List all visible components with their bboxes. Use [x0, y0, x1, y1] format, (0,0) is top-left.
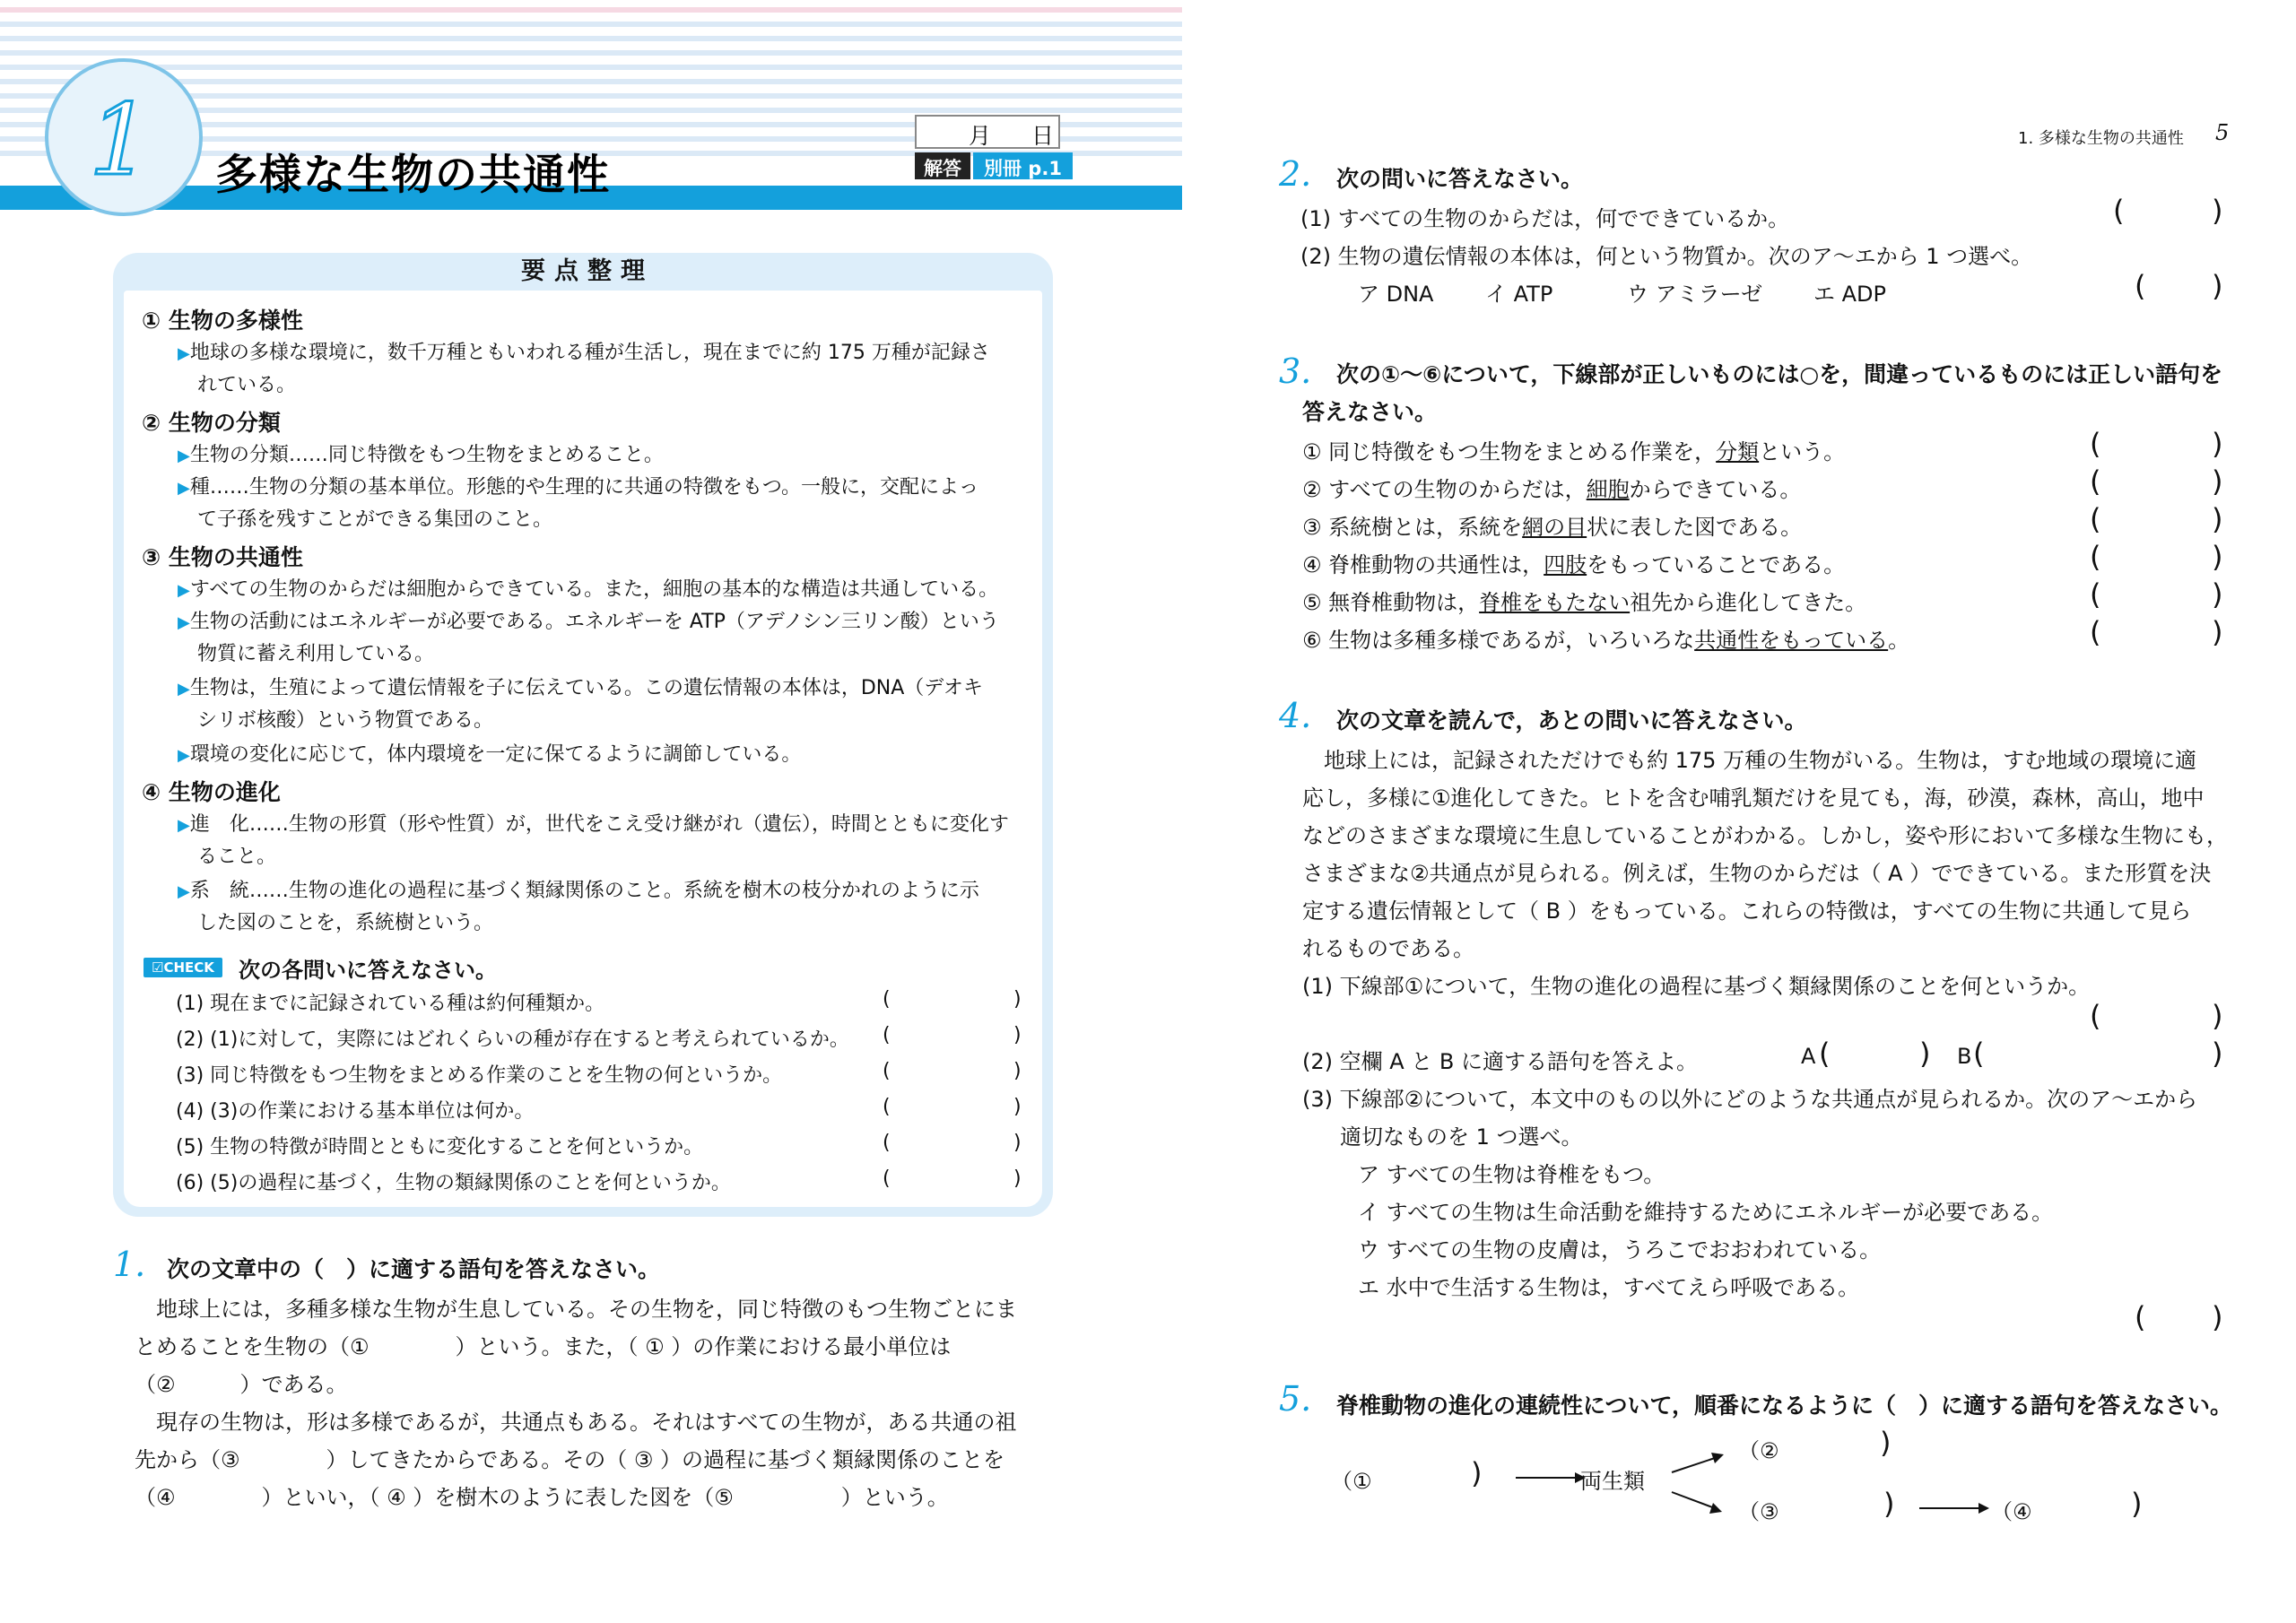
question-2-heading: 次の問いに答えなさい。 [1336, 166, 1584, 192]
chapter-number: 1 [89, 82, 152, 197]
summary-bullet-cont: れている。 [197, 374, 297, 396]
question-4-passage: 定する遺伝情報として（ B ）をもっている。これらの特徴は，すべての生物に共通して見ら [1302, 898, 2192, 924]
answer-blank[interactable]: ( [883, 1132, 891, 1154]
question-4-choice: エ 水中で生活する生物は，すべてえら呼吸である。 [1358, 1275, 1860, 1300]
arrow-right-icon [1516, 1469, 1587, 1487]
chapter-title: 多様な生物の共通性 [215, 151, 611, 200]
evolution-blank-4[interactable]: （④ [1991, 1499, 2032, 1524]
question-3-item: ① 同じ特徴をもつ生物をまとめる作業を，分類という。 [1302, 439, 1846, 464]
question-2-choice: イ ATP [1485, 282, 1553, 307]
question-4-sub: (2) 空欄 A と B に適する語句を答えよ。 [1302, 1049, 1699, 1074]
evolution-blank-1[interactable]: （① [1331, 1469, 1372, 1494]
answer-blank[interactable]: ( [2090, 540, 2101, 574]
question-3-item: ③ 系統樹とは，系統を網の目状に表した図である。 [1302, 515, 1803, 540]
summary-bullet: ▶地球の多様な環境に，数千万種ともいわれる種が生活し，現在までに約 175 万種が記録さ [178, 342, 990, 364]
question-4-heading: 次の文章を読んで，あとの問いに答えなさい。 [1336, 707, 1807, 733]
question-2-item: (1) すべての生物のからだは，何でできているか。 [1300, 206, 1790, 231]
answer-blank[interactable]: ( [883, 1024, 891, 1046]
question-5-heading: 脊椎動物の進化の連続性について，順番になるように（ ）に適する語句を答えなさい。 [1336, 1393, 2233, 1419]
answer-blank[interactable]: ( [883, 1060, 891, 1082]
summary-bullet: ▶生物は，生殖によって遺伝情報を子に伝えている。この遺伝情報の本体は，DNA（デオキ [178, 677, 983, 699]
summary-bullet-cont: シリボ核酸）という物質である。 [197, 709, 494, 732]
question-4-passage: 地球上には，記録されただけでも約 175 万種の生物がいる。生物は，すむ地域の環境に適 [1302, 748, 2197, 773]
question-4-sub: (1) 下線部①について，生物の進化の過程に基づく類縁関係のことを何というか。 [1302, 974, 2091, 999]
question-1-line: とめることを生物の（① ）という。また，（ ① ）の作業における最小単位は [135, 1334, 952, 1359]
question-4-number: 4. [1279, 696, 1312, 735]
answer-blank[interactable]: ( [2090, 615, 2101, 649]
answer-tag [915, 152, 1073, 179]
question-1-line: 地球上には，多種多様な生物が生息している。その生物を，同じ特徴のもつ生物ごとにま [135, 1297, 1017, 1322]
check-item: (6) (5)の過程に基づく，生物の類縁関係のことを何というか。 [176, 1172, 731, 1194]
answer-blank-b[interactable]: ( [1973, 1037, 1985, 1071]
question-4-choice: ア すべての生物は脊椎をもつ。 [1358, 1162, 1665, 1187]
summary-section-title: ① 生物の多様性 [142, 308, 303, 334]
check-item: (1) 現在までに記録されている種は約何種類か。 [176, 993, 605, 1015]
date-month: 月 [969, 123, 992, 149]
check-item: (2) (1)に対して，実際にはどれくらいの種が存在すると考えられているか。 [176, 1028, 849, 1051]
question-3-heading-cont: 答えなさい。 [1302, 399, 1438, 425]
question-3-item: ④ 脊椎動物の共通性は，四肢をもっていることである。 [1302, 552, 1846, 577]
arrow-right-icon [1919, 1499, 1991, 1517]
question-3-item: ⑤ 無脊椎動物は，脊椎をもたない祖先から進化してきた。 [1302, 590, 1867, 615]
check-item: (5) 生物の特徴が時間とともに変化することを何というか。 [176, 1136, 704, 1159]
summary-bullet-cont: て子孫を残すことができる集団のこと。 [197, 508, 553, 531]
summary-heading: 要点整理 [502, 253, 673, 289]
question-4-passage: などのさまざまな環境に生息していることがわかる。しかし，姿や形において多様な生物にも， [1302, 823, 2228, 848]
answer-ref: 別冊 p.1 [973, 152, 1073, 179]
question-1-line: （④ ）といい，（ ④ ）を樹木のように表した図を（⑤ ）という。 [135, 1485, 949, 1510]
question-4-passage: れるものである。 [1302, 936, 1474, 961]
check-prompt: 次の各問いに答えなさい。 [239, 958, 497, 983]
question-3-heading: 次の①～⑥について，下線部が正しいものには○を，間違っているものには正しい語句を [1336, 361, 2223, 387]
question-4-sub: (3) 下線部②について，本文中のもの以外にどのような共通点が見られるか。次のア～エから [1302, 1087, 2198, 1112]
question-1-heading: 次の文章中の（ ）に適する語句を答えなさい。 [167, 1256, 661, 1282]
branch-arrows-icon [1666, 1445, 1729, 1526]
summary-bullet: ▶進 化……生物の形質（形や性質）が，世代をこえ受け継がれ（遺伝），時間とともに変化す [178, 813, 1009, 836]
answer-blank[interactable]: ( [2135, 1300, 2146, 1334]
question-2-item: (2) 生物の遺伝情報の本体は，何という物質か。次のア～エから 1 つ選べ。 [1300, 244, 2033, 269]
summary-bullet: ▶生物の活動にはエネルギーが必要である。エネルギーを ATP（アデノシン三リン酸）という [178, 611, 999, 633]
question-4-passage: さまざまな②共通点が見られる。例えば，生物のからだは（ A ）でできている。また形質を決 [1302, 861, 2212, 886]
blank-a-label: A [1801, 1044, 1816, 1069]
answer-blank[interactable]: ( [2090, 464, 2101, 499]
summary-bullet-cont: した図のことを，系統樹という。 [197, 912, 494, 934]
question-4-passage: 応し，多様に①進化してきた。ヒトを含む哺乳類だけを見ても，海，砂漠，森林，高山，地中 [1302, 785, 2205, 811]
question-1-line: （② ）である。 [135, 1372, 348, 1397]
summary-section-title: ③ 生物の共通性 [142, 544, 303, 570]
check-tag: ☑CHECK [144, 958, 222, 977]
answer-blank[interactable]: ( [2090, 999, 2101, 1033]
question-4-choice: イ すべての生物は生命活動を維持するためにエネルギーが必要である。 [1358, 1200, 2054, 1225]
question-2-choice: ア DNA [1358, 282, 1434, 307]
answer-blank[interactable]: ( [2113, 194, 2125, 228]
question-1-number: 1. [113, 1245, 146, 1284]
check-item: (4) (3)の作業における基本単位は何か。 [176, 1100, 535, 1123]
question-2-choice: エ ADP [1813, 282, 1886, 307]
summary-section-title: ④ 生物の進化 [142, 779, 281, 805]
question-5-number: 5. [1279, 1379, 1312, 1419]
running-header: 1. 多様な生物の共通性 [2018, 129, 2184, 148]
question-3-item: ⑥ 生物は多種多様であるが，いろいろな共通性をもっている。 [1302, 628, 1910, 653]
answer-blank[interactable]: ( [883, 1167, 891, 1190]
question-1-line: 現存の生物は，形は多様であるが，共通点もある。それはすべての生物が，ある共通の祖 [135, 1410, 1017, 1435]
answer-label: 解答 [915, 152, 970, 179]
summary-bullet: ▶系 統……生物の進化の過程に基づく類縁関係のこと。系統を樹木の枝分かれのように示 [178, 880, 979, 902]
date-box [915, 115, 1060, 149]
question-2-number: 2. [1279, 154, 1312, 194]
summary-bullet-cont: ること。 [197, 846, 277, 868]
answer-blank[interactable]: ( [883, 1096, 891, 1118]
question-2-choice: ウ アミラーゼ [1627, 282, 1763, 307]
date-day: 日 [1031, 123, 1055, 149]
check-item: (3) 同じ特徴をもつ生物をまとめる作業のことを生物の何というか。 [176, 1064, 783, 1087]
summary-section-title: ② 生物の分類 [142, 410, 281, 436]
answer-blank[interactable]: ( [2090, 502, 2101, 536]
blank-b-label: B [1957, 1044, 1972, 1069]
question-4-choice: ウ すべての生物の皮膚は，うろこでおおわれている。 [1358, 1237, 1882, 1263]
question-3-item: ② すべての生物のからだは，細胞からできている。 [1302, 477, 1802, 502]
evolution-blank-2[interactable]: （② [1738, 1438, 1779, 1463]
page-number: 5 [2215, 120, 2230, 145]
answer-blank[interactable]: ( [2090, 427, 2101, 461]
question-3-number: 3. [1279, 352, 1312, 391]
summary-bullet: ▶環境の変化に応じて，体内環境を一定に保てるように調節している。 [178, 743, 802, 766]
amphibian-label: 両生類 [1580, 1469, 1645, 1494]
answer-blank[interactable]: ( [883, 988, 891, 1011]
summary-bullet: ▶種……生物の分類の基本単位。形態的や生理的に共通の特徴をもつ。一般に，交配によっ [178, 476, 978, 499]
chapter-badge [43, 25, 204, 221]
summary-bullet: ▶生物の分類……同じ特徴をもつ生物をまとめること。 [178, 444, 664, 466]
summary-bullet-cont: 物質に蓄え利用している。 [197, 643, 435, 665]
question-1-line: 先から（③ ）してきたからである。その（ ③ ）の過程に基づく類縁関係のことを [135, 1447, 1005, 1472]
question-4-sub-cont: 適切なものを 1 つ選べ。 [1340, 1124, 1583, 1150]
answer-blank-a[interactable]: ( [1819, 1037, 1831, 1071]
evolution-blank-3[interactable]: （③ [1738, 1499, 1779, 1524]
answer-blank[interactable]: ( [2090, 577, 2101, 612]
answer-blank[interactable]: ( [2135, 269, 2146, 303]
summary-bullet: ▶すべての生物のからだは細胞からできている。また，細胞の基本的な構造は共通している。 [178, 578, 999, 601]
